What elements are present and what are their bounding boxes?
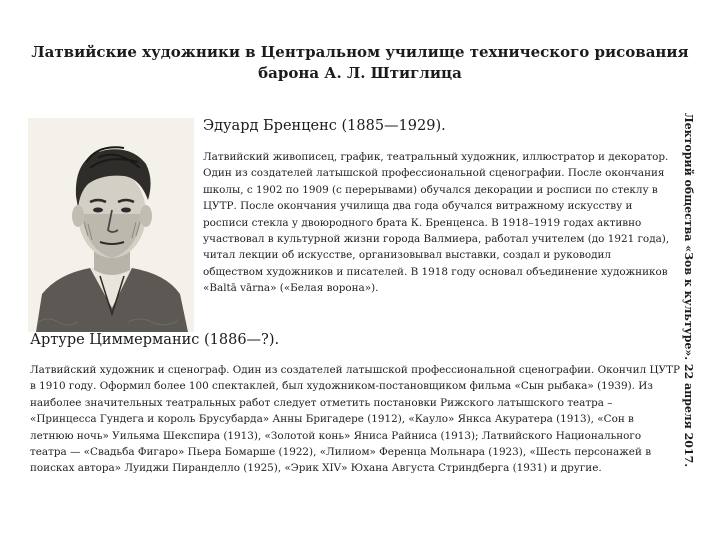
- section-text-brencens: Латвийский живописец, график, театральный художник, иллюстратор и декоратор. Один из создателей латышской профессиональной сценографии. После окончания школы, с 1902 по 1909 (с перерывами) обучался декорации и росписи по стеклу в ЦУТР. После окончания училища два года обучался витражному искусству и росписи стекла у двоюродного брата К. Бренценса. В 1918–1919 годах активно участвовал в культурной жизни города Валмиера, работал учителем (до 1921 года), читал лекции об искусстве, организовывал выставки, создал и руководил обществом художников и писателей. В 1918 году основал объединение художников «Baltā vārna» («Белая ворона»).: [203, 151, 670, 295]
- section-text-cimmermanis: Латвийский художник и сценограф. Один из создателей латышской профессиональной сценографии. Окончил ЦУТР в 1910 году. Оформил более 100 спектаклей, был художником-постановщиком фильма «Сын рыбака» (1939). Из наиболее значительных театральных работ следует отметить постановки Рижского латышского театра – «Принцесса Гундега и король Брусубарда» Анны Бригадере (1912), «Кауло» Янкса Акуратера (1913), «Сон в летнюю ночь» Уильяма Шекспира (1913), «Золотой конь» Яниса Райниса (1913); Латвийского Национального театра — «Свадьба Фигаро» Пьера Бомарше (1922), «Лилиом» Ференца Мольнара (1923), «Шесть персонажей в поисках автора» Луиджи Пиранделло (1925), «Эрик XIV» Юхана Августа Стриндберга (1931) и другие.: [30, 364, 680, 475]
- portrait-image: [28, 118, 194, 332]
- portrait-sketch-icon: [28, 118, 194, 332]
- section-heading-cimmermanis: Артуре Циммерманис (1886—?).: [30, 332, 280, 348]
- section-heading-brencens: Эдуард Бренценс (1885—1929).: [203, 118, 446, 134]
- side-caption: Лекторий общества «Зов к культуре». 22 апреля 2017.: [682, 112, 695, 468]
- slide-title: Латвийские художники в Центральном училище технического рисования барона А. Л. Штиглица: [31, 43, 689, 82]
